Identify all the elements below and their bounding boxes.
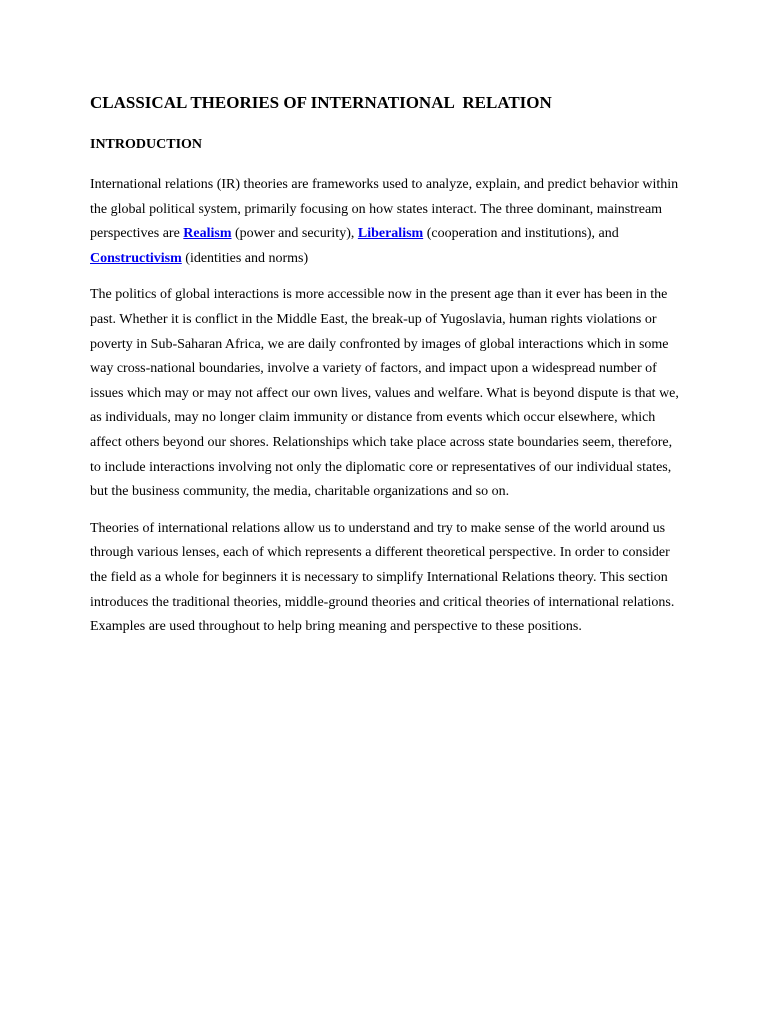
paragraph-theories-of-ir: Theories of international relations allow us to understand and try to make sense of the world around us through various lenses, each of which represents a different theoretical perspective. In order to consider the field as a whole for beginners it is necessary to simplify International Relations theory. This section introduces the traditional theories, middle-ground theories and critical theories of international relations. Examples are used throughout to help bring meaning and perspective to these positions. [90,520,675,635]
document-title: CLASSICAL THEORIES OF INTERNATIONAL RELATION [90,93,552,112]
paragraph-global-interactions: The politics of global interactions is more accessible now in the present age than it ever has been in the past. Whether it is conflict in the Middle East, the break-up of Yugoslavia, human rights violations or poverty in Sub-Saharan Africa, we are daily confronted by images of global interactions which in some way cross-national boundaries, involve a variety of factors, and impact upon a widespread number of issues which may or may not affect our own lives, values and welfare. What is beyond dispute is that we, as individuals, may no longer claim immunity or distance from events which occur elsewhere, which affect others beyond our shores. Relationships which take place across state boundaries seem, therefore, to include interactions involving not only the diplomatic core or representatives of our individual states, but the business community, the media, charitable organizations and so on. [90,287,679,500]
paragraph-1-text-d: (identities and norms) [181,250,309,266]
document-body [90,91,680,640]
link-liberalism[interactable]: Liberalism [357,226,424,242]
link-realism[interactable]: Realism [183,226,232,242]
paragraph-1-text-a: International relations (IR) theories are frameworks used to analyze, explain, and predict behavior within the global political system, primarily focusing on how states interact. The three dominant, mainstream perspectives are [90,177,679,242]
paragraph-1-text-b: (power and security), [231,226,358,242]
link-constructivism[interactable]: Constructivism [90,250,182,266]
paragraph-ir-theories [90,173,680,271]
section-heading-introduction: INTRODUCTION [90,137,203,152]
paragraph-1-text-c: (cooperation and institutions), and [423,226,619,242]
